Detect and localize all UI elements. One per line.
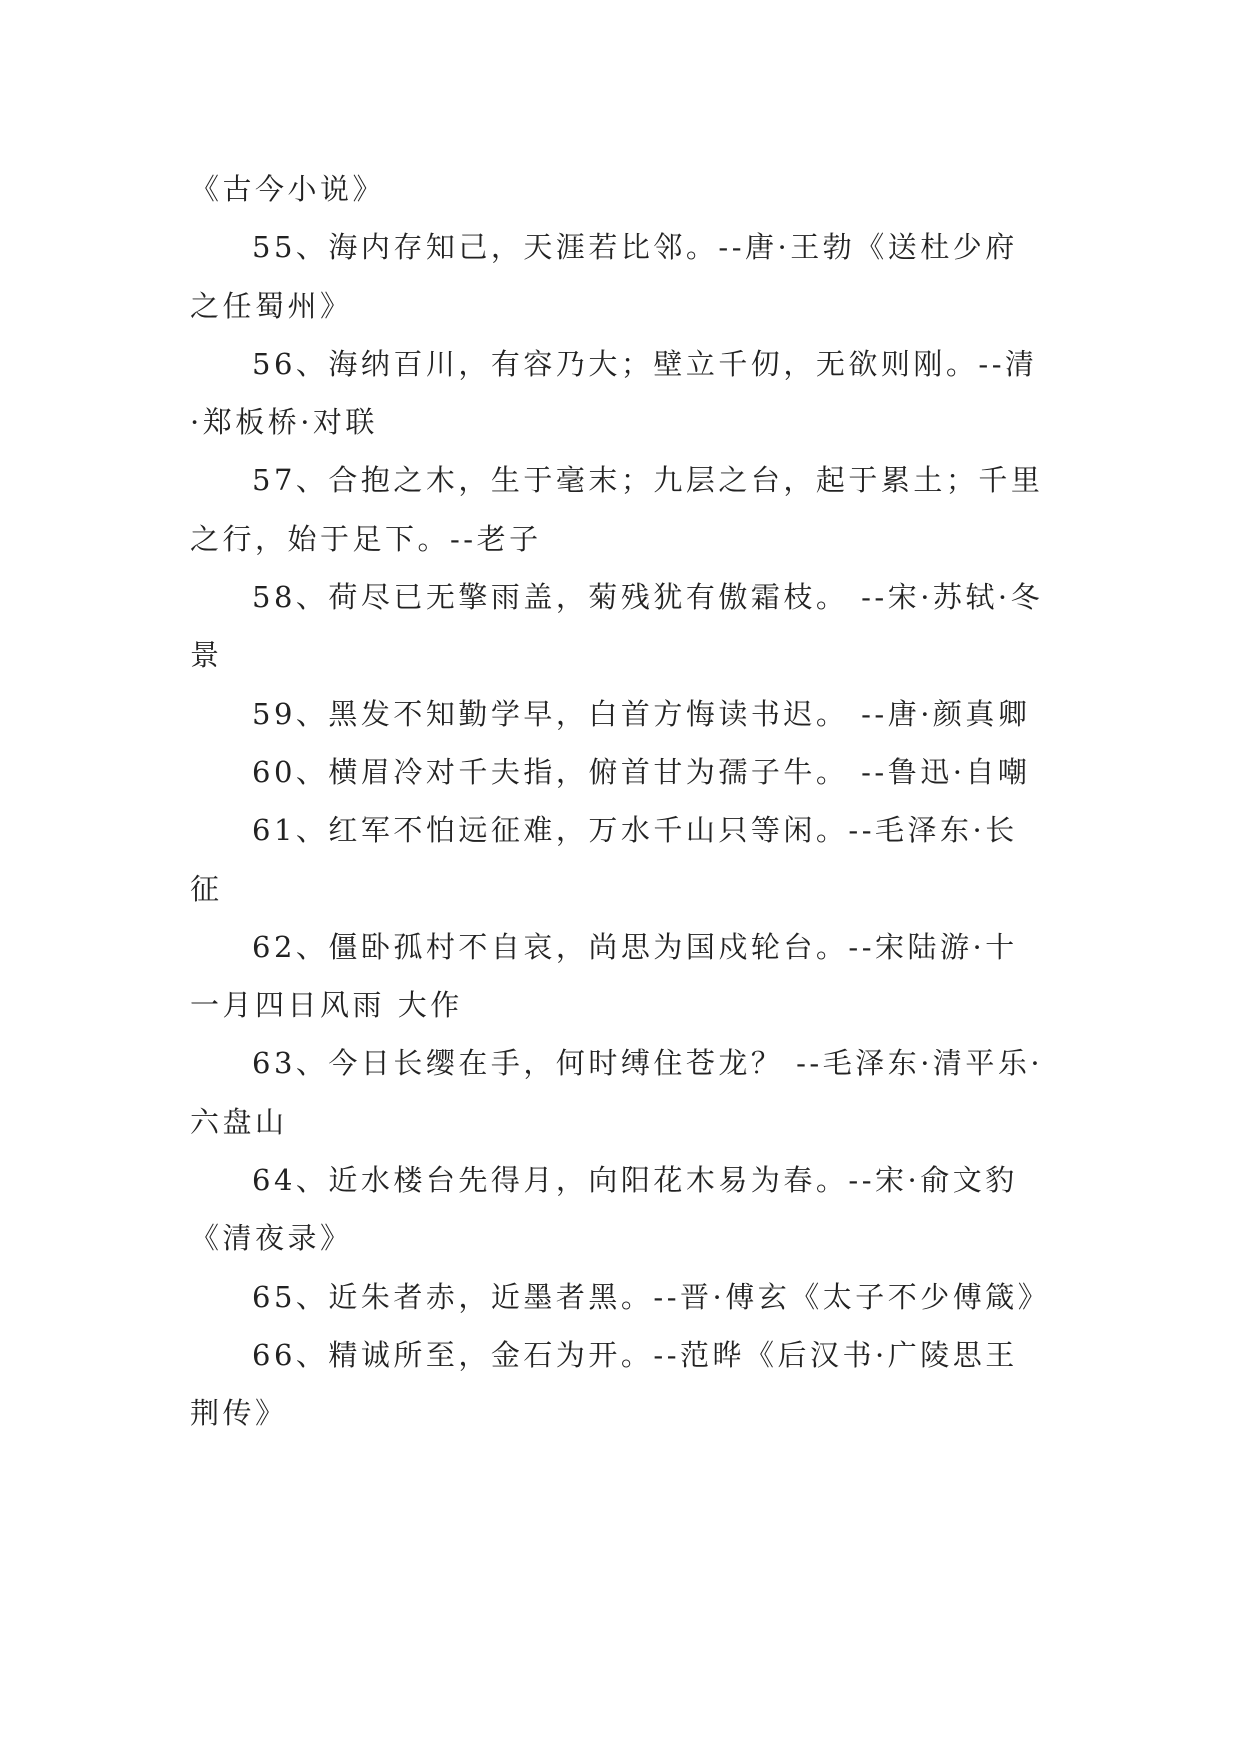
lead-fragment: 《古今小说》 [190,172,386,206]
quote-entry-65: 65、近朱者赤，近墨者黑。--晋·傅玄《太子不少傅箴》 [252,1279,1051,1314]
quote-entry-59: 59、黑发不知勤学早，白首方悔读书迟。 --唐·颜真卿 [252,696,1031,731]
quote-entry-56: 56、海纳百川，有容乃大；壁立千仞，无欲则刚。--清·郑板桥·对联 [190,346,1038,440]
quote-entry-66: 66、精诚所至，金石为开。--范晔《后汉书·广陵思王荆传》 [190,1337,1018,1431]
quote-entry-60: 60、横眉冷对千夫指，俯首甘为孺子牛。 --鲁迅·自嘲 [252,754,1031,789]
quote-entry-63: 63、今日长缨在手，何时缚住苍龙？ --毛泽东·清平乐·六盘山 [190,1046,1044,1139]
quote-entry-61: 61、红军不怕远征难，万水千山只等闲。--毛泽东·长征 [190,813,1018,906]
quote-entry-58: 58、荷尽已无擎雨盖，菊残犹有傲霜枝。 --宋·苏轼·冬景 [190,580,1044,673]
quote-entry-57: 57、合抱之木，生于毫末；九层之台，起于累土；千里之行，始于足下。--老子 [190,463,1044,556]
quote-entry-62: 62、僵卧孤村不自哀，尚思为国戍轮台。--宋陆游·十一月四日风雨 大作 [190,929,1018,1023]
quote-entry-55: 55、海内存知己，天涯若比邻。--唐·王勃《送杜少府之任蜀州》 [190,230,1018,323]
quote-entry-64: 64、近水楼台先得月，向阳花木易为春。--宋·俞文豹《清夜录》 [190,1163,1018,1256]
document-body [190,160,1050,1443]
